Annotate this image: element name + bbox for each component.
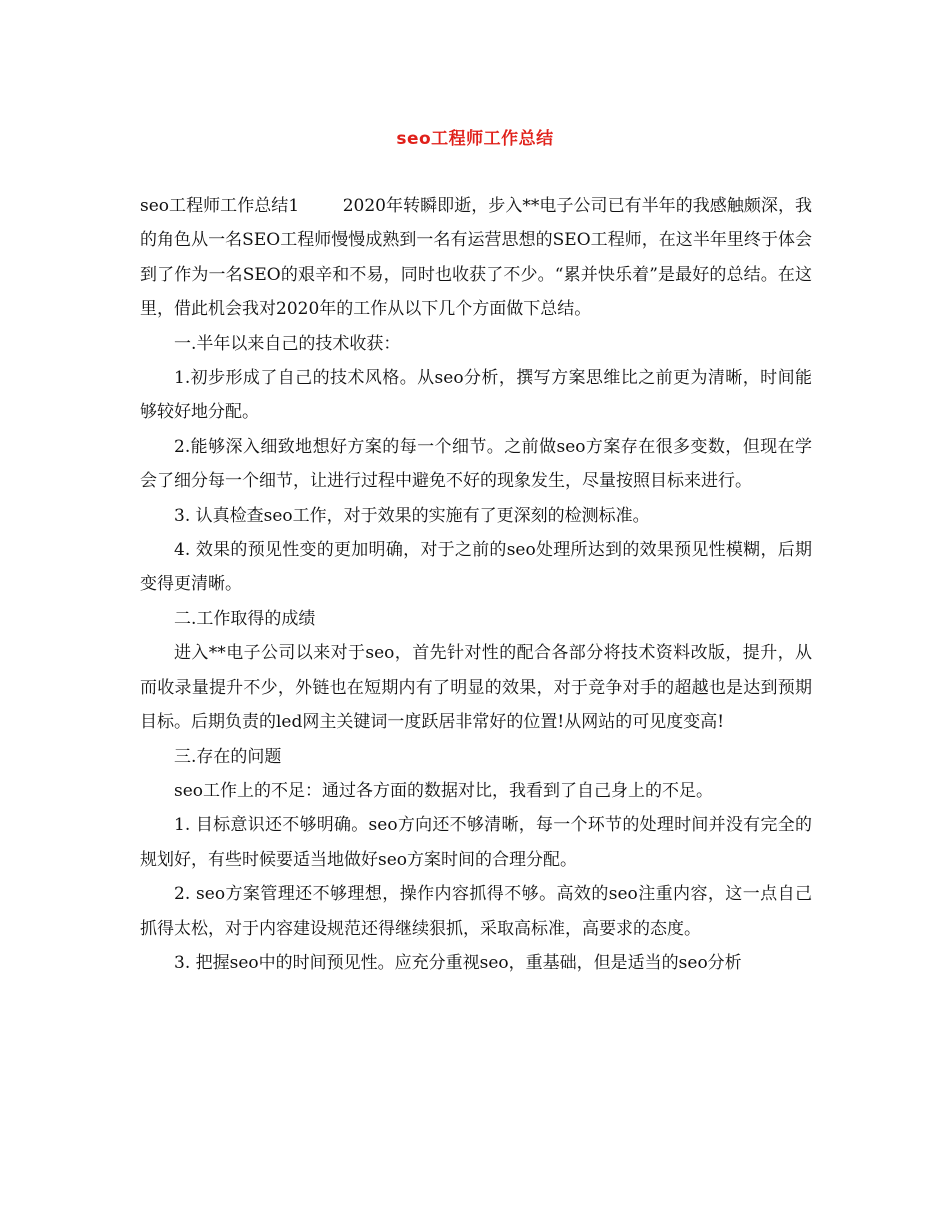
paragraph: 三.存在的问题 (174, 746, 282, 767)
paragraph-text: 2020年转瞬即逝，步入**电子公司已有半年的我感触颇深，我的角色从一名SEO工程师慢慢成熟到一名有运营思想的SEO工程师，在这半年里终于体会到了作为一名SEO的艰辛和不易，同时也收获了不少。“累并快乐着”是最好的总结。在这里，借此机会我对2020年的工作从以下几个方面做下总结。 (140, 196, 813, 320)
document-body (140, 189, 812, 980)
paragraph: 3. 认真检查seo工作，对于效果的实施有了更深刻的检测标准。 (174, 505, 650, 526)
paragraph (140, 189, 812, 327)
paragraph: 1. 目标意识还不够明确。seo方向还不够清晰，每一个环节的处理时间并没有完全的规划好，有些时候要适当地做好seo方案时间的合理分配。 (140, 815, 812, 870)
paragraph: 二.工作取得的成绩 (174, 608, 316, 629)
paragraph: 一.半年以来自己的技术收获： (174, 333, 401, 354)
paragraph: 1.初步形成了自己的技术风格。从seo分析，撰写方案思维比之前更为清晰，时间能够较好地分配。 (140, 368, 812, 423)
paragraph: 2. seo方案管理还不够理想，操作内容抓得不够。高效的seo注重内容，这一点自己抓得太松，对于内容建设规范还得继续狠抓，采取高标准，高要求的态度。 (140, 884, 812, 939)
section-heading: seo工程师工作总结1 (140, 196, 300, 216)
paragraph: 2.能够深入细致地想好方案的每一个细节。之前做seo方案存在很多变数，但现在学会了细分每一个细节，让进行过程中避免不好的现象发生，尽量按照目标来进行。 (140, 436, 812, 492)
page-title: seo工程师工作总结 (396, 129, 554, 149)
paragraph: 3. 把握seo中的时间预见性。应充分重视seo，重基础，但是适当的seo分析 (174, 952, 742, 973)
paragraph: 进入**电子公司以来对于seo，首先针对性的配合各部分将技术资料改版，提升，从而收录量提升不少，外链也在短期内有了明显的效果，对于竞争对手的超越也是达到预期目标。后期负责的led网主关键词一度跃居非常好的位置!从网站的可见度变高! (140, 643, 812, 733)
paragraph: 4. 效果的预见性变的更加明确，对于之前的seo处理所达到的效果预见性模糊，后期变得更清晰。 (140, 540, 812, 595)
paragraph: seo工作上的不足：通过各方面的数据对比，我看到了自己身上的不足。 (174, 780, 714, 801)
